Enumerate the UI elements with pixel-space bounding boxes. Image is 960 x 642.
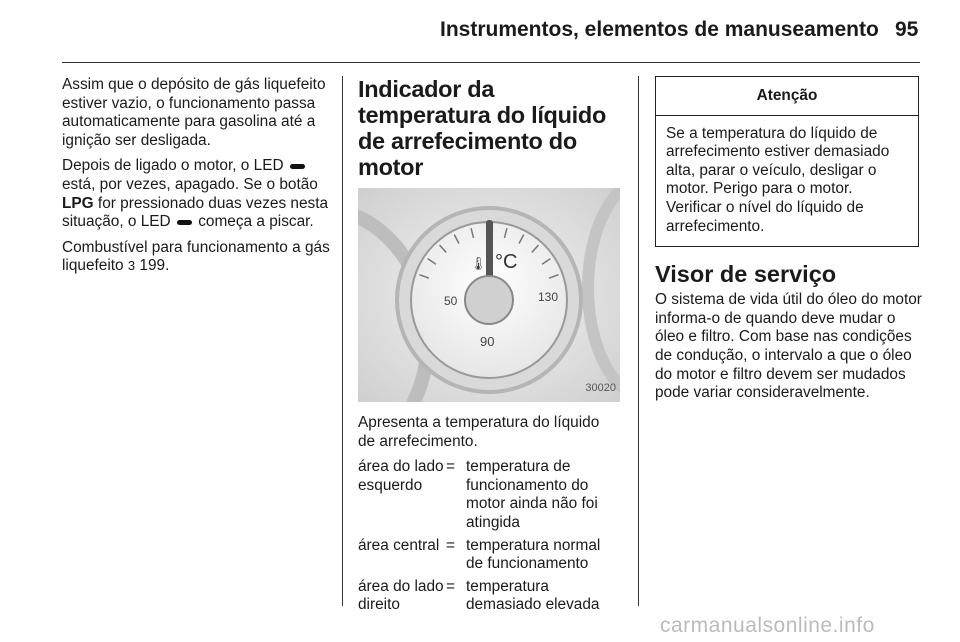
definition-term: área do lado direito [358, 577, 444, 614]
definition-eq: = [446, 458, 455, 476]
gauge-label-max: 130 [538, 290, 559, 304]
definition-desc: temperatura normal de funcionamento [466, 536, 601, 573]
warning-box [655, 76, 919, 247]
paragraph-fuel [62, 239, 330, 276]
gauge-label-min: 50 [444, 294, 458, 308]
lpg-button-label: LPG [62, 194, 94, 212]
column-divider-1 [342, 76, 343, 606]
coolant-symbol-icon: 🌡 [470, 257, 487, 272]
definition-list [358, 458, 620, 619]
led-icon [177, 220, 192, 225]
figure-number: 30020 [585, 382, 616, 395]
text-fragment: for pressionado duas vezes nesta situação, o LED [62, 194, 329, 231]
column-divider-2 [638, 76, 639, 606]
page-reference-arrow-icon: 3 [127, 258, 136, 274]
definition-term: área central [358, 536, 440, 554]
gauge-unit: °C [495, 251, 518, 273]
header-rule [62, 62, 920, 63]
text-fragment: Combustível para funcionamento a gás liquefeito [62, 238, 330, 275]
paragraph-service: O sistema de vida útil do óleo do motor informa-o de quando deve mudar o óleo e filtro. Com base nas condições de condução, o intervalo a que o óleo do motor e filtro devem ser mudados pode variar consideravelmente. [655, 291, 922, 402]
definition-eq: = [446, 536, 455, 554]
definition-desc: temperatura de funcionamento do motor ainda não foi atingida [466, 458, 598, 531]
page-reference-link[interactable]: 199. [139, 257, 170, 275]
coolant-gauge-figure [358, 188, 620, 402]
text-fragment: começa a piscar. [198, 213, 314, 231]
led-icon [290, 164, 305, 169]
column-left [62, 76, 330, 283]
section-heading-service: Visor de serviço [655, 261, 837, 288]
gauge-illustration [358, 188, 620, 402]
page-number: 95 [895, 18, 919, 41]
column-middle [358, 76, 620, 619]
warning-body: Se a temperatura do líquido de arrefecimento estiver demasiado alta, parar o veículo, desligar o motor. Perigo para o motor. Verificar o nível do líquido de arrefecimento. [666, 124, 890, 235]
definition-term: área do lado esquerdo [358, 458, 444, 494]
gauge-label-mid: 90 [480, 334, 495, 349]
page-header-title: Instrumentos, elementos de manuseamento [440, 18, 879, 41]
paragraph-intro: Apresenta a temperatura do líquido de arrefecimento. [358, 414, 600, 450]
column-right [655, 76, 923, 410]
section-heading-coolant: Indicador da temperatura do líquido de arrefecimento do motor [358, 76, 606, 180]
warning-title: Atenção [656, 77, 918, 116]
paragraph-lpg-empty: Assim que o depósito de gás liquefeito estiver vazio, o funcionamento passa automaticamente para gasolina até a ignição ser desligada. [62, 76, 326, 149]
text-fragment: Depois de ligado o motor, o LED [62, 157, 284, 175]
paragraph-led [62, 157, 330, 231]
text-fragment: está, por vezes, apagado. Se o botão [62, 175, 318, 193]
definition-desc: temperatura demasiado elevada [466, 577, 600, 614]
definition-eq: = [446, 577, 455, 595]
watermark: carmanualsonline.info [660, 614, 875, 637]
gauge-hub [465, 276, 513, 324]
